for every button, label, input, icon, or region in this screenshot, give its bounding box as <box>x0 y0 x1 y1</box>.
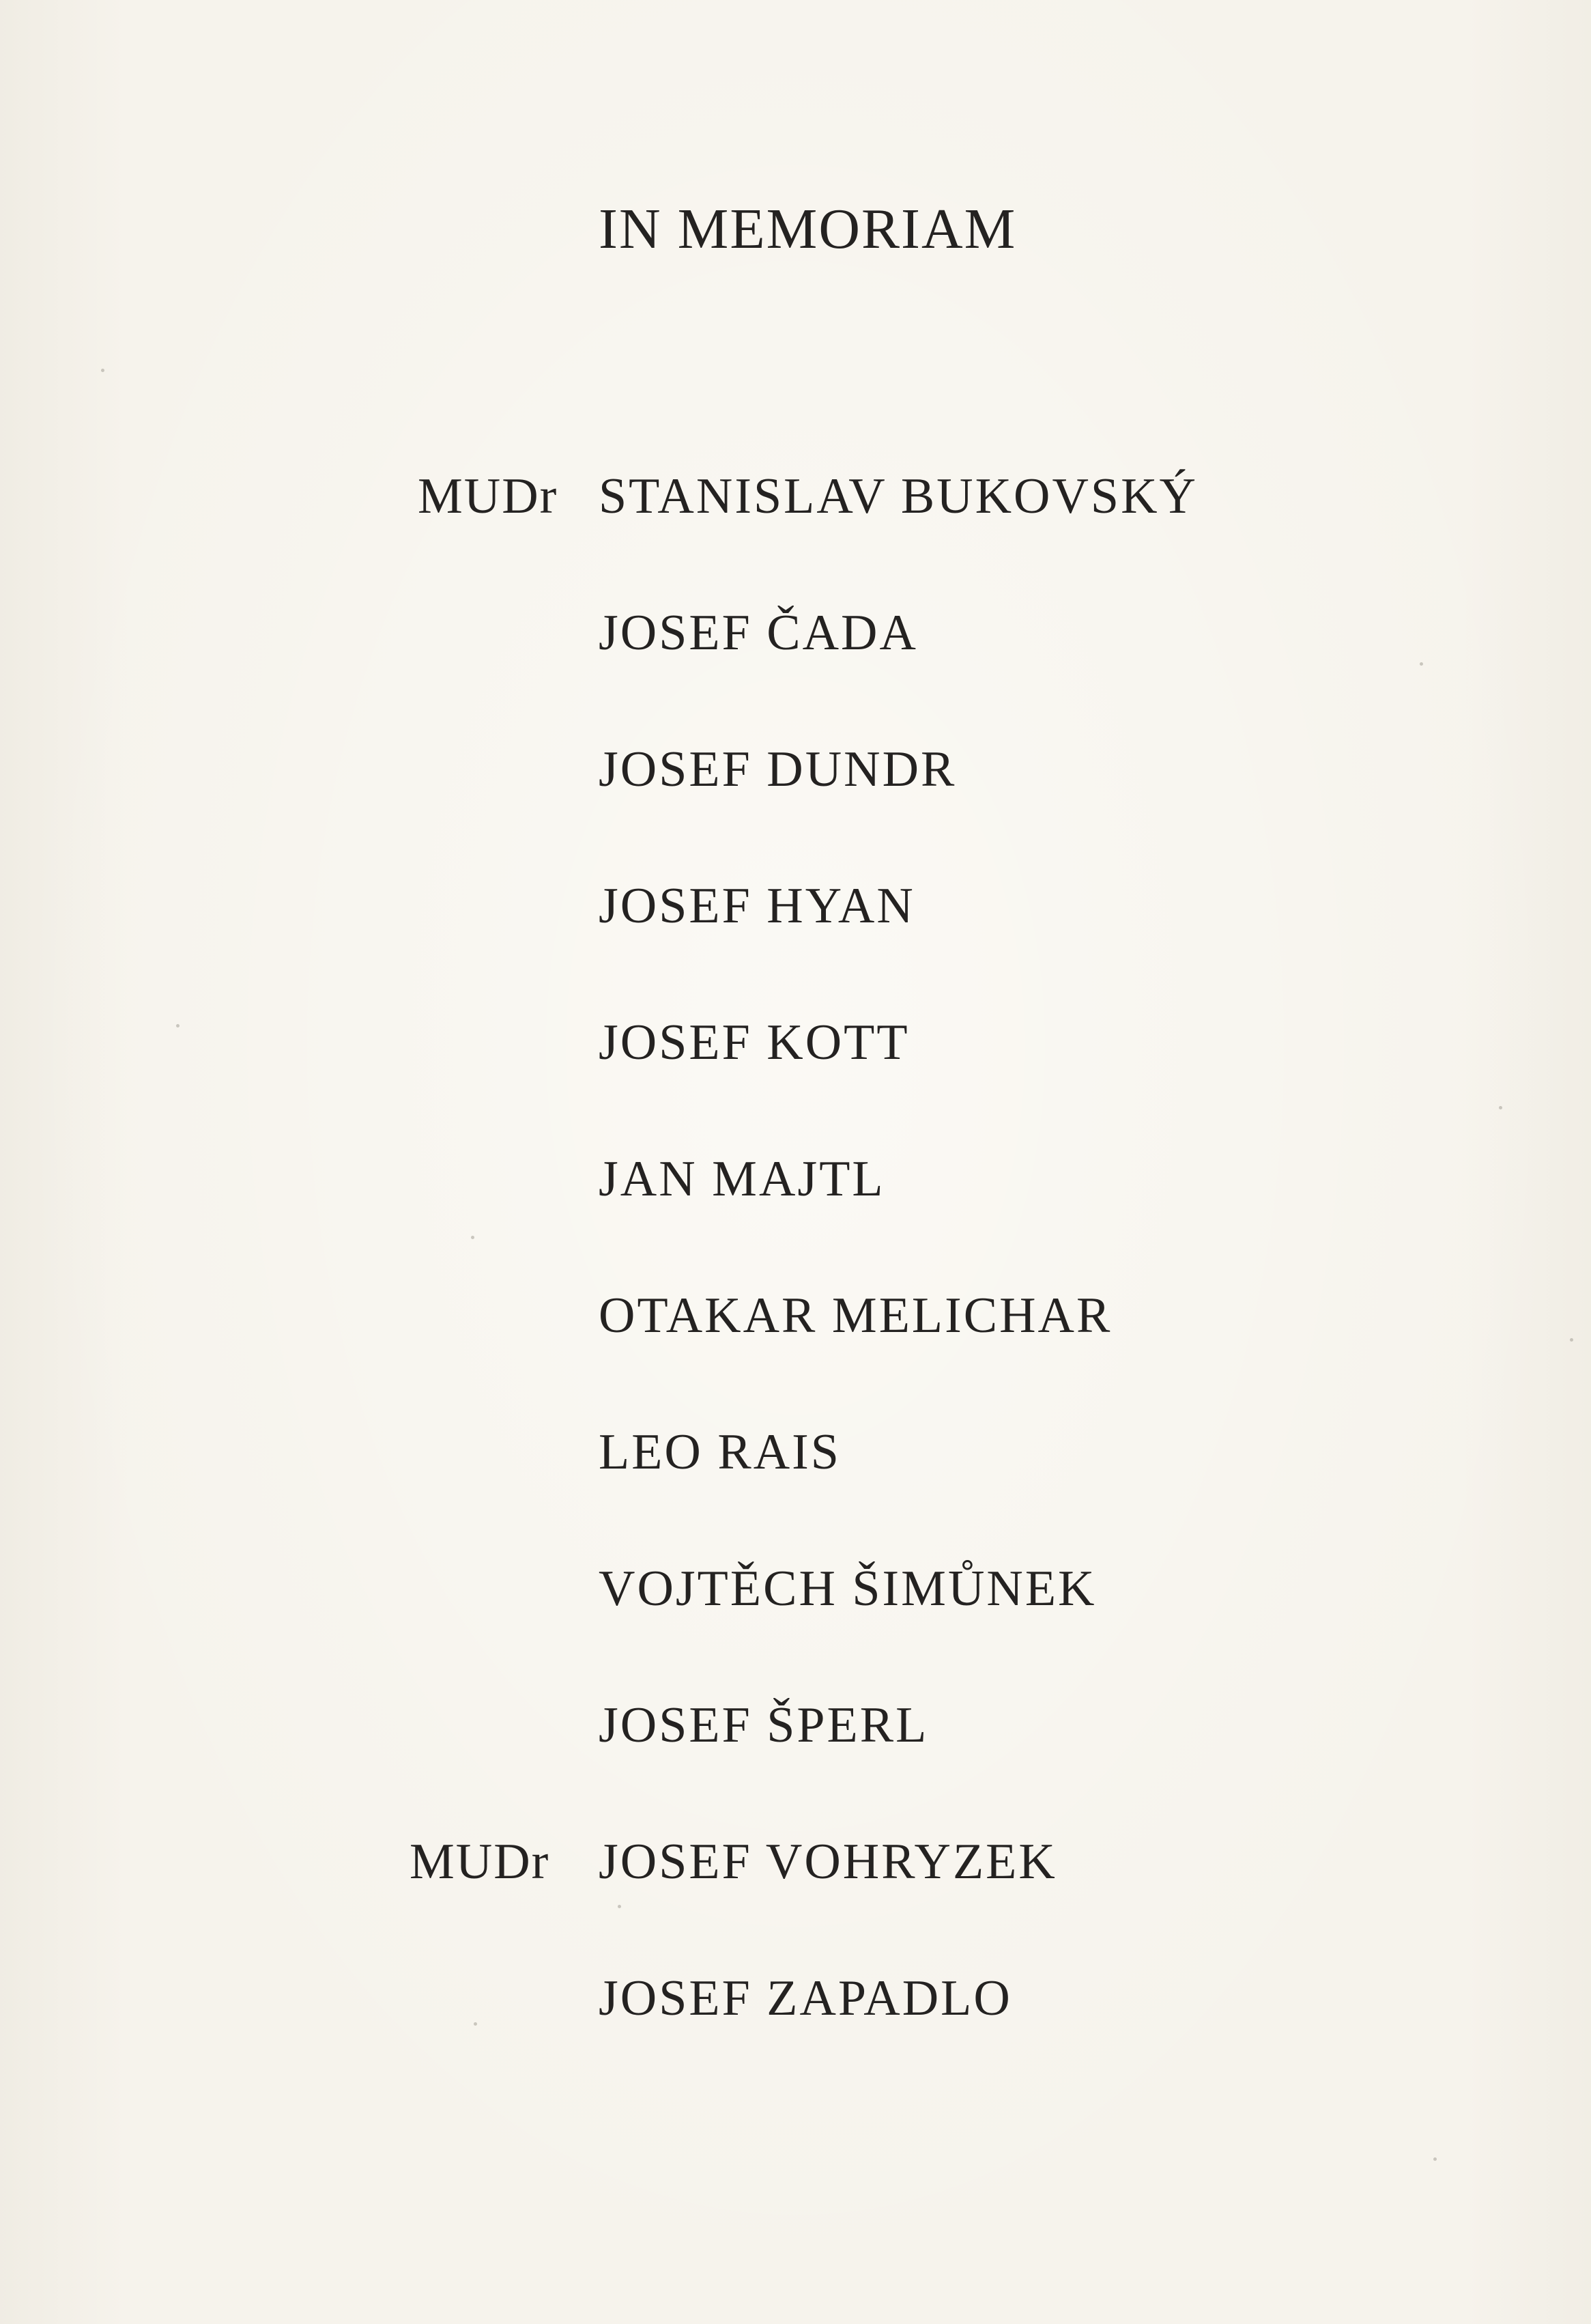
paper-speck <box>474 2022 477 2026</box>
paper-speck <box>1433 2157 1437 2161</box>
memorial-name: VOJTĚCH ŠIMŮNEK <box>599 1561 1097 1617</box>
paper-speck <box>471 1236 474 1239</box>
memorial-name: LEO RAIS <box>599 1424 841 1480</box>
memorial-name: JOSEF DUNDR <box>599 741 957 797</box>
paper-speck <box>1499 1106 1502 1109</box>
paper-speck <box>1420 662 1423 666</box>
memorial-name: STANISLAV BUKOVSKÝ <box>599 468 1198 524</box>
memorial-name: JOSEF HYAN <box>599 878 915 934</box>
name-prefix: MUDr <box>410 1834 550 1890</box>
paper-speck <box>618 1905 621 1908</box>
memorial-name: JAN MAJTL <box>599 1151 885 1207</box>
memorial-name: OTAKAR MELICHAR <box>599 1288 1113 1344</box>
memorial-name: JOSEF ČADA <box>599 605 918 661</box>
memorial-name: JOSEF ŠPERL <box>599 1697 929 1753</box>
page-title: IN MEMORIAM <box>599 197 1017 261</box>
memorial-name: JOSEF KOTT <box>599 1015 910 1071</box>
paper-speck <box>176 1024 180 1028</box>
paper-speck <box>1570 1338 1573 1342</box>
memorial-name: JOSEF VOHRYZEK <box>599 1834 1057 1890</box>
paper-speck <box>101 369 104 372</box>
name-prefix: MUDr <box>418 468 558 524</box>
memorial-name: JOSEF ZAPADLO <box>599 1970 1012 2026</box>
